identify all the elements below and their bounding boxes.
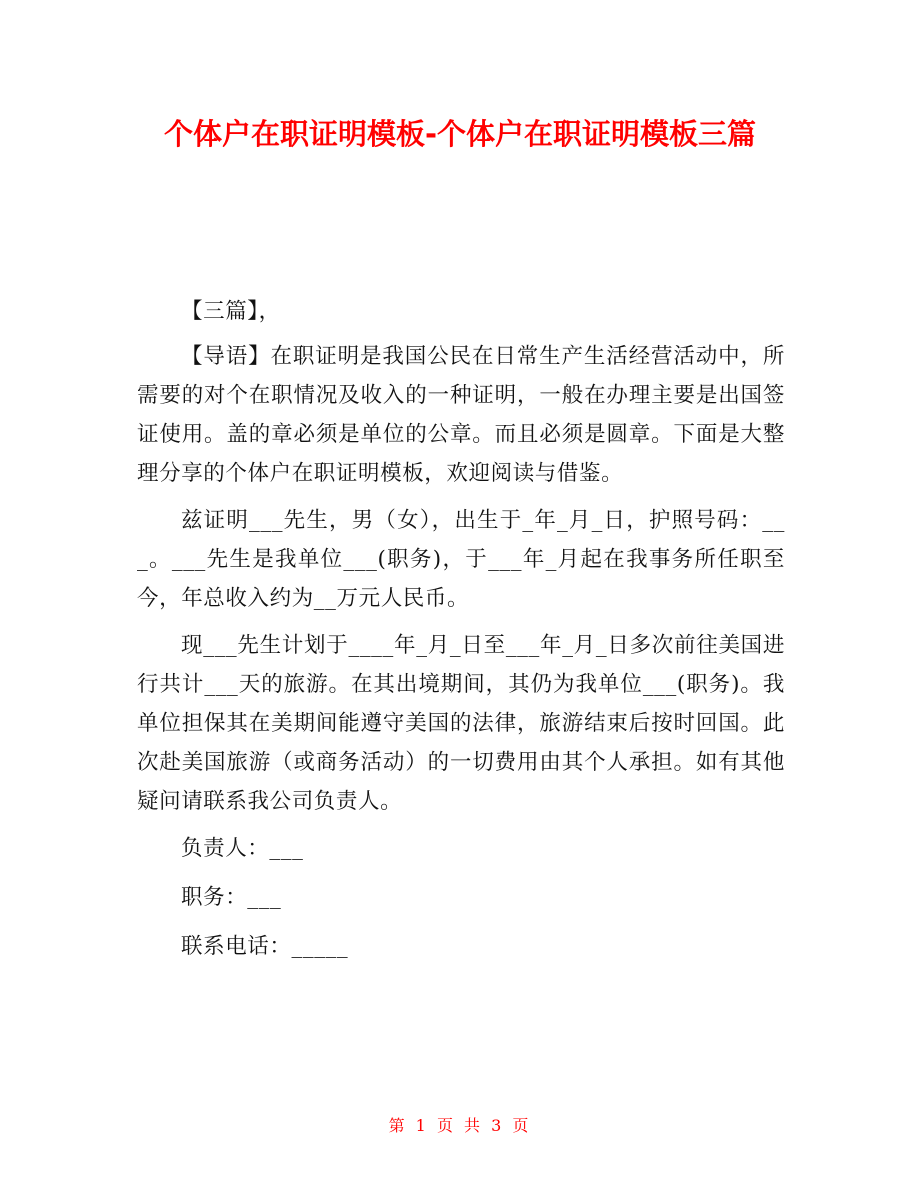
page-footer: 第 1 页 共 3 页: [388, 1116, 532, 1135]
signature-block: [137, 829, 785, 966]
signature-position: 职务：___: [181, 885, 282, 910]
paragraph-intro: 【导语】在职证明是我国公民在日常生产生活经营活动中，所需要的对个在职情况及收入的一种证明，一般在办理主要是出国签证使用。盖的章必须是单位的公章。而且必须是圆章。下面是大整理分享的个体户在职证明模板，欢迎阅读与借鉴。: [137, 344, 785, 486]
paragraph-travel-plan: 现___先生计划于____年_月_日至___年_月_日多次前往美国进行共计___天的旅游。在其出境期间，其仍为我单位___(职务)。我单位担保其在美期间能遵守美国的法律，旅游结束后按时回国。此次赴美国旅游（或商务活动）的一切费用由其个人承担。如有其他疑问请联系我公司负责人。: [137, 633, 785, 814]
signature-phone: 联系电话：_____: [181, 934, 349, 959]
paragraph-heading: 【三篇】，: [181, 299, 281, 324]
signature-person: 负责人：___: [181, 836, 304, 861]
paragraph-certification: 兹证明___先生，男（女），出生于_年_月_日，护照号码：___。___先生是我单位___(职务)，于___年_月起在我事务所任职至今，年总收入约为__万元人民币。: [137, 508, 785, 611]
document-body: [137, 292, 785, 976]
document-title: 个体户在职证明模板-个体户在职证明模板三篇: [163, 117, 757, 151]
